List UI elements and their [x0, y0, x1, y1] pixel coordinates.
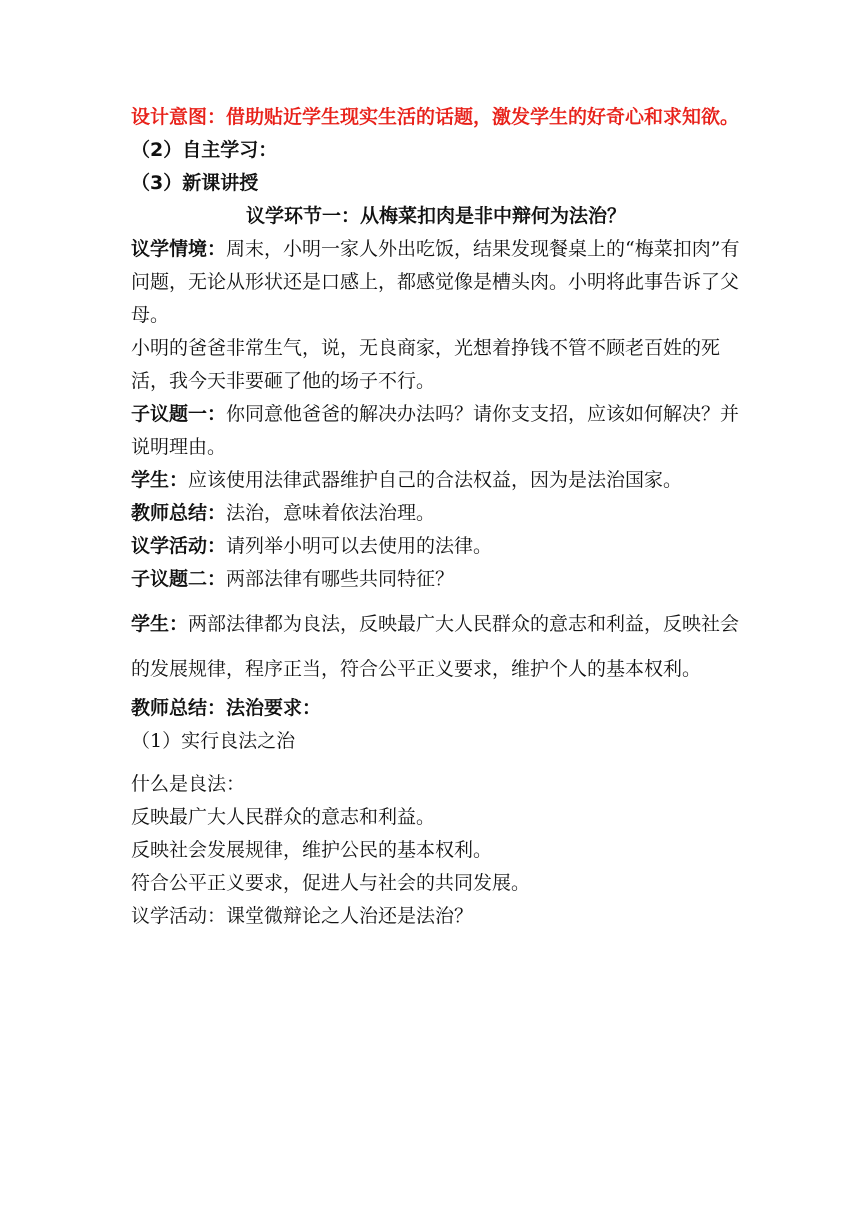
teacher-summary-1-paragraph	[131, 497, 741, 530]
student-1-label: 学生：	[131, 469, 189, 491]
design-intent: 设计意图：借助贴近学生现实生活的话题，激发学生的好奇心和求知欲。	[131, 106, 740, 128]
student-2-paragraph	[131, 602, 741, 692]
activity-1-text: 请列举小明可以去使用的法律。	[226, 535, 493, 557]
activity-1-paragraph	[131, 530, 741, 563]
sub-topic-2-label: 子议题二：	[131, 568, 227, 590]
student-2-label: 学生：	[131, 613, 189, 635]
student-1-text: 应该使用法律武器维护自己的合法权益，因为是法治国家。	[188, 469, 683, 491]
section-new-lesson: （3）新课讲授	[131, 172, 259, 194]
activity-1-label: 议学活动：	[131, 535, 227, 557]
scenario-label: 议学情境：	[131, 238, 227, 260]
scenario-text: 周末，小明一家人外出吃饭，结果发现餐桌上的“梅菜扣肉”有问题，无论从形状还是口感上，都感觉像是槽头肉。小明将此事告诉了父母。	[131, 238, 740, 326]
rule-1: （1）实行良法之治	[131, 730, 296, 752]
sub-topic-1-paragraph	[131, 398, 741, 464]
sub-topic-1-text: 你同意他爸爸的解决办法吗？请你支支招，应该如何解决？并说明理由。	[131, 403, 740, 458]
sub-topic-2-paragraph	[131, 563, 741, 596]
good-law-item: 反映最广大人民群众的意志和利益。	[131, 806, 436, 828]
section-self-study: （2）自主学习：	[131, 139, 278, 161]
sub-topic-2-text: 两部法律有哪些共同特征？	[226, 568, 455, 590]
good-law-item: 反映社会发展规律，维护公民的基本权利。	[131, 839, 493, 861]
document-content	[131, 101, 741, 933]
father-paragraph: 小明的爸爸非常生气，说，无良商家，光想着挣钱不管不顾老百姓的死活，我今天非要砸了他的场子不行。	[131, 337, 721, 392]
segment-title: 议学环节一：从梅菜扣肉是非中辩何为法治？	[245, 205, 626, 227]
good-law-item: 符合公平正义要求，促进人与社会的共同发展。	[131, 872, 531, 894]
student-1-paragraph	[131, 464, 741, 497]
student-2-text: 两部法律都为良法，反映最广大人民群众的意志和利益，反映社会的发展规律，程序正当，符合公平正义要求，维护个人的基本权利。	[131, 613, 740, 680]
scenario-paragraph	[131, 233, 741, 332]
good-law-title: 什么是良法：	[131, 773, 246, 795]
teacher-summary-2: 教师总结：法治要求：	[131, 697, 322, 719]
sub-topic-1-label: 子议题一：	[131, 403, 227, 425]
teacher-summary-1-label: 教师总结：	[131, 502, 227, 524]
teacher-summary-1-text: 法治，意味着依法治理。	[226, 502, 436, 524]
activity-2: 议学活动：课堂微辩论之人治还是法治？	[131, 905, 474, 927]
